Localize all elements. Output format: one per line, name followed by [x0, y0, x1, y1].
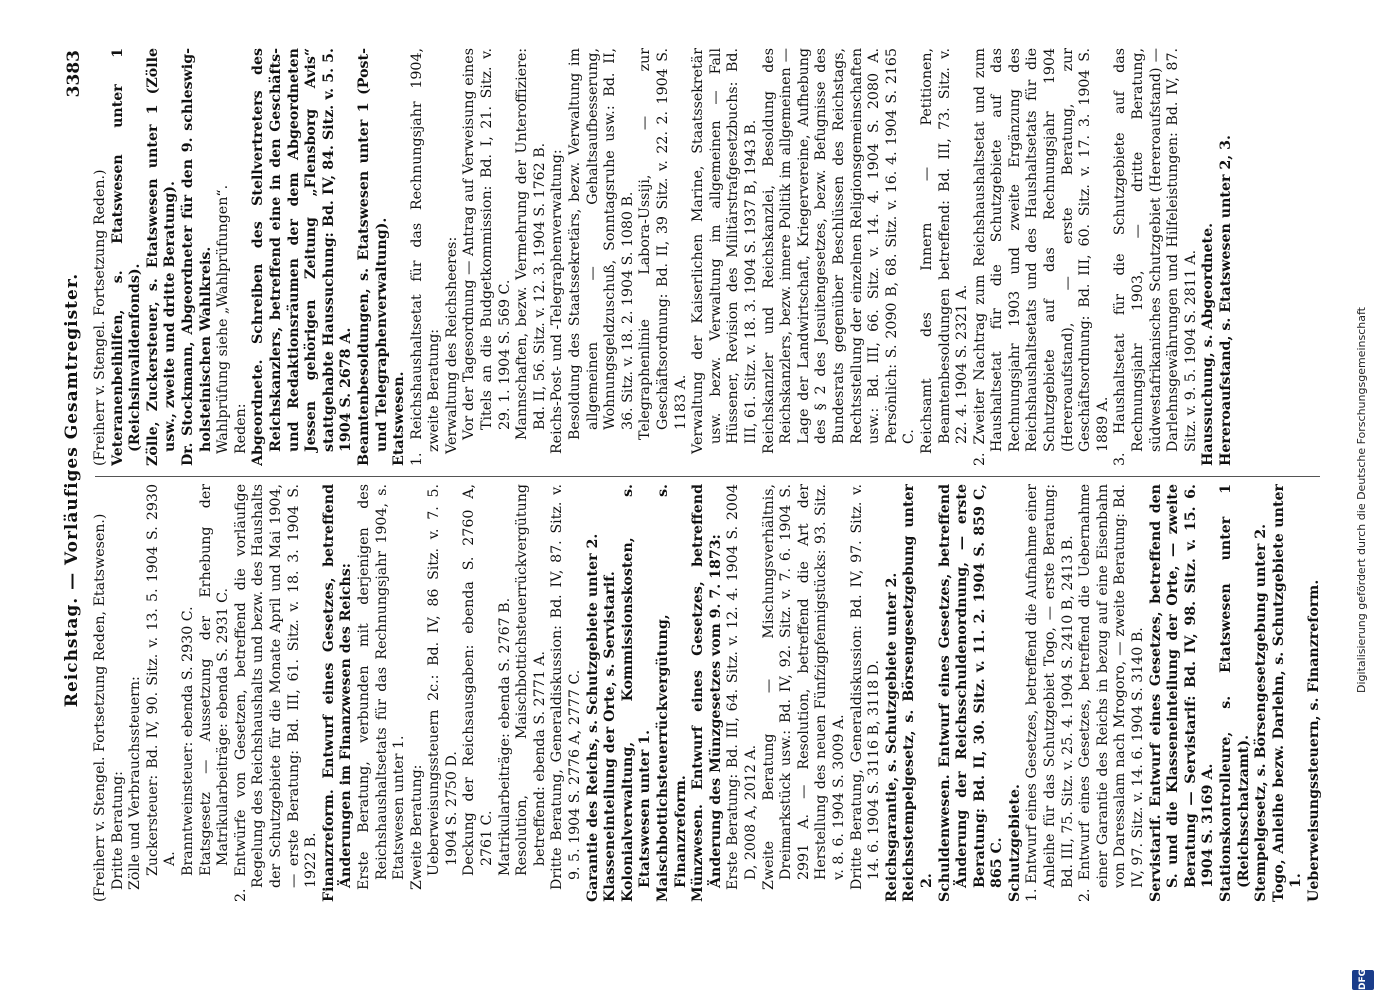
register-entry: Verwaltung der Kaiserlichen Marine, Staatssekretär usw. bezw. Verwaltung im allgemeinen — Fall Hüssener, Revision des Militärstrafgesetzbuchs: Bd. III, 61. Sitz. v. 18. 3. 1904 S. 1937 B, 1943 B.: [690, 48, 759, 454]
register-entry: 2. Zweiter Nachtrag zum Reichshaushaltsetat und zum Haushaltsetat für die Schutzgebiete auf das Rechnungsjahr 1903 und zweite Ergänzung des Reichshaushaltsetats und des Haushaltsetats für die Schutzgebiete auf das Rechnungsjahr 1904 (Hereroaufstand), — erste Beratung, zur Geschäftsordnung: Bd. III, 60. Sitz. v. 17. 3. 1904 S. 1889 A.: [971, 48, 1111, 466]
register-entry: Zweite Beratung — Mischungsverhältnis, Dreimarkstück usw.: Bd. IV, 92. Sitz. v. 7. 6. 1904 S. 2991 A. — Resolution, betreffend die Art der Herstellung des neuen Fünfzigpfennigstücks: 93. Sitz. v. 8. 6. 1904 S. 3009 A.: [760, 484, 847, 890]
register-entry: Erste Beratung: Bd. III, 64. Sitz. v. 12. 4. 1904 S. 2004 D, 2008 A, 2012 A.: [725, 484, 759, 890]
register-entry: (Freiherr v. Stengel. Fortsetzung Reden.): [92, 169, 108, 466]
register-entry: Mannschaften, bezw. Vermehrung der Unteroffiziere: Bd. II, 56. Sitz. v. 12. 3. 1904 S. 1762 B.: [514, 48, 548, 440]
register-entry: (Freiherr v. Stengel. Fortsetzung Reden, Etatswesen.): [92, 513, 108, 902]
register-entry: 1. Reichshaushaltsetat für das Rechnungsjahr 1904, zweite Beratung:: [408, 48, 443, 466]
register-entry: Schuldenwesen. Entwurf eines Gesetzes, betreffend Änderung der Reichsschuldenordnung, — erste Beratung: Bd. II, 30. Sitz. v. 11. 2. 1904 S. 859 C, 865 C.: [936, 484, 1006, 902]
register-entry: Matrikularbeiträge: ebenda S. 2767 B.: [496, 597, 513, 876]
register-entry: Dr. Stockmann, Abgeordneter für den 9. schleswig-holsteinischen Wahlkreis.: [179, 48, 214, 466]
register-entry: 3. Haushaltsetat für die Schutzgebiete auf das Rechnungsjahr 1903, — dritte Beratung, südwestafrikanisches Schutzgebiet (Hereroaufstand) — Darlehnsgewährungen und Hilfeleistungen: Bd. IV, 87. Sitz. v. 9. 5. 1904 S. 2811 A.: [1112, 48, 1199, 466]
register-entry: Vor der Tagesordnung — Antrag auf Verweisung eines Titels an die Budgetkommission: Bd. I, 21. Sitz. v. 29. 1. 1904 S. 569 C.: [461, 48, 513, 440]
page-number: 3383: [64, 50, 84, 98]
register-entry: Etatsgesetz — Aussetzung der Erhebung der Matrikularbeiträge: ebenda S. 2931 C.: [197, 484, 232, 876]
register-entry: Reichs-Post- und -Telegraphenverwaltung:: [549, 149, 566, 454]
register-entry: Veteranenbeihilfen, s. Etatswesen unter 1 (Reichsinvalidenfonds).: [109, 48, 144, 466]
left-column: [92, 484, 1330, 902]
register-entry: 1. Entwurf eines Gesetzes, betreffend die Aufnahme einer Anleihe für das Schutzgebiet Togo, — erste Beratung: Bd. III, 75. Sitz. v. 25. 4. 1904 S. 2410 B, 2413 B.: [1024, 484, 1076, 902]
register-entry: Zweite Beratung:: [408, 764, 425, 890]
register-entry: Reichskanzler und Reichskanzlei, Besoldung des Reichskanzlers, bezw. innere Politik im allgemeinen — Lage der Landwirtschaft, Kriegervereine, Aufhebung des § 2 des Jesuitengesetzes, bezw. Befugnisse des Bundesrats gegenüber Beschlüssen des Reichstags, Rechtsstellung der einzelnen Religionsgemeinschaften usw.: Bd. III, 66. Sitz. v. 14. 4. 1904 S. 2080 A. Persönlich: S. 2090 B, 68. Sitz. v. 16. 4. 1904 S. 2165 C.: [760, 48, 918, 454]
register-entry: Garantie des Reichs, s. Schutzgebiete unter 2.: [584, 533, 601, 902]
register-entry: Maischbottichsteuerrückvergütung, s. Finanzreform.: [655, 484, 689, 902]
register-entry: Togo, Anleihe bezw. Darlehn, s. Schutzgebiete unter 1.: [1270, 484, 1305, 902]
register-entry: Etatswesen.: [391, 371, 408, 466]
register-entry: Klasseneinteilung der Orte, s. Servistarif.: [602, 571, 619, 902]
register-entry: Abgeordnete. Schreiben des Stellvertreters des Reichskanzlers, betreffend eine in den Geschäfts- und Redaktionsräumen der dem Abgeordneten Jessen gehörigen Zeitung „Flensborg Avis“ stattgehabte Haussuchung: Bd. IV, 84. Sitz. v. 5. 5. 1904 S. 2678 A.: [250, 48, 355, 466]
register-entry: Erste Beratung, verbunden mit derjenigen des Reichshaushaltsetats für das Rechnungsjahr 1904, s. Etatswesen unter 1.: [355, 484, 408, 890]
register-entry: Besoldung des Staatssekretärs, bezw. Verwaltung im allgemeinen — Gehaltsaufbesserung, Wohnungsgeldzuschuß, Sonntagsruhe usw.: Bd. II, 36. Sitz. v. 18. 2. 1904 S. 1080 B.: [567, 48, 636, 440]
register-entry: Zölle, Zuckersteuer, s. Etatswesen unter 1 (Zölle usw., zweite und dritte Beratung).: [144, 48, 179, 466]
register-entry: Reichsstempelgesetz, s. Börsengesetzgebung unter 2.: [901, 484, 935, 902]
register-entry: Ueberweisungssteuern, s. Finanzreform.: [1305, 579, 1322, 902]
register-entry: Deckung der Reichsausgaben: ebenda S. 2760 A, 2761 C.: [461, 484, 496, 876]
register-entry: Haussuchung, s. Abgeordnete.: [1200, 222, 1217, 466]
register-entry: Hereroaufstand, s. Etatswesen unter 2, 3.: [1218, 135, 1234, 466]
column-divider: [95, 476, 1320, 477]
register-entry: Reden:: [232, 403, 249, 454]
register-entry: Dritte Beratung, Generaldiskussion: Bd. IV, 97. Sitz. v. 14. 6. 1904 S. 3116 B, 3118 D.: [848, 484, 883, 890]
register-entry: Verwaltung des Reichsheeres:: [443, 236, 460, 454]
page-title: Reichstag. — Vorläufiges Gesamtregister.: [62, 272, 82, 708]
register-entry: Stationskontrolleure, s. Etatswesen unter 1 (Reichsschatzamt).: [1218, 484, 1252, 902]
digitization-credit: Digitalisierung gefördert durch die Deutsche Forschungsgemeinschaft: [1355, 307, 1368, 693]
register-entry: Reichsgarantie, s. Schutzgebiete unter 2.: [883, 572, 900, 902]
register-entry: Stempelgesetz, s. Börsengesetzgebung unter 2.: [1253, 523, 1270, 902]
register-entry: Beamtenbesoldungen, s. Etatswesen unter 1 (Post- und Telegraphenverwaltung).: [355, 48, 390, 466]
register-entry: Servistarif. Entwurf eines Gesetzes, betreffend den S. und die Klasseneinteilung der Orte, — zweite Beratung — Servistarif: Bd. IV, 98. Sitz. v. 15. 6. 1904 S. 3169 A.: [1147, 484, 1217, 902]
register-entry: Branntweinsteuer: ebenda S. 2930 C.: [179, 606, 196, 876]
dfg-logo-icon: DFG: [1352, 970, 1374, 990]
register-entry: Reichsamt des Innern — Petitionen, Beamtenbesoldungen betreffend: Bd. III, 73. Sitz. v. 22. 4. 1904 S. 2321 A.: [918, 48, 971, 454]
register-entry: Dritte Beratung:: [109, 771, 126, 890]
register-entry: Telegraphenlinie Labora-Ussiji, — zur Geschäftsordnung: Bd. II, 39 Sitz. v. 22. 2. 1904 S. 1183 A.: [637, 48, 689, 440]
register-entry: Schutzgebiete.: [1006, 784, 1023, 902]
right-column: [92, 48, 1330, 466]
register-entry: 2. Entwurf eines Gesetzes, betreffend die Uebernahme einer Garantie des Reichs in bezug auf eine Eisenbahn von Daressalam nach Mrogoro, — zweite Beratung: Bd. IV, 97. Sitz. v. 14. 6. 1904 S. 3140 B.: [1077, 484, 1147, 902]
register-entry: 2. Entwürfe von Gesetzen, betreffend die vorläufige Regelung des Reichshaushalts und bezw. des Haushalts der Schutzgebiete für die Monate April und Mai 1904, — erste Beratung: Bd. III, 61. Sitz. v. 18. 3. 1904 S. 1922 B.: [232, 484, 320, 902]
register-entry: Resolution, Maischbottichsteuerrückvergütung betreffend: ebenda S. 2771 A.: [514, 484, 548, 876]
register-entry: Dritte Beratung, Generaldiskussion: Bd. IV, 87. Sitz. v. 9. 5. 1904 S. 2776 A, 2777 C.: [549, 484, 584, 890]
register-entry: Kolonialverwaltung, Kommissionskosten, s. Etatswesen unter 1.: [619, 484, 654, 902]
register-entry: Zölle und Verbrauchssteuern:: [127, 676, 144, 890]
register-entry: Ueberweisungssteuern 2c.: Bd. IV, 86 Sitz. v. 7. 5. 1904 S. 2750 D.: [426, 484, 460, 876]
register-entry: Zuckersteuer: Bd. IV, 90. Sitz. v. 13. 5. 1904 S. 2930 A.: [144, 484, 179, 876]
register-entry: Münzwesen. Entwurf eines Gesetzes, betreffend Änderung des Münzgesetzes vom 9. 7. 1873:: [690, 484, 724, 902]
register-entry: Wahlprüfung siehe „Wahlprüfungen“.: [215, 184, 232, 454]
register-entry: Finanzreform. Entwurf eines Gesetzes, betreffend Änderungen im Finanzwesen des Reichs:: [320, 484, 355, 902]
page-header: [62, 40, 92, 940]
